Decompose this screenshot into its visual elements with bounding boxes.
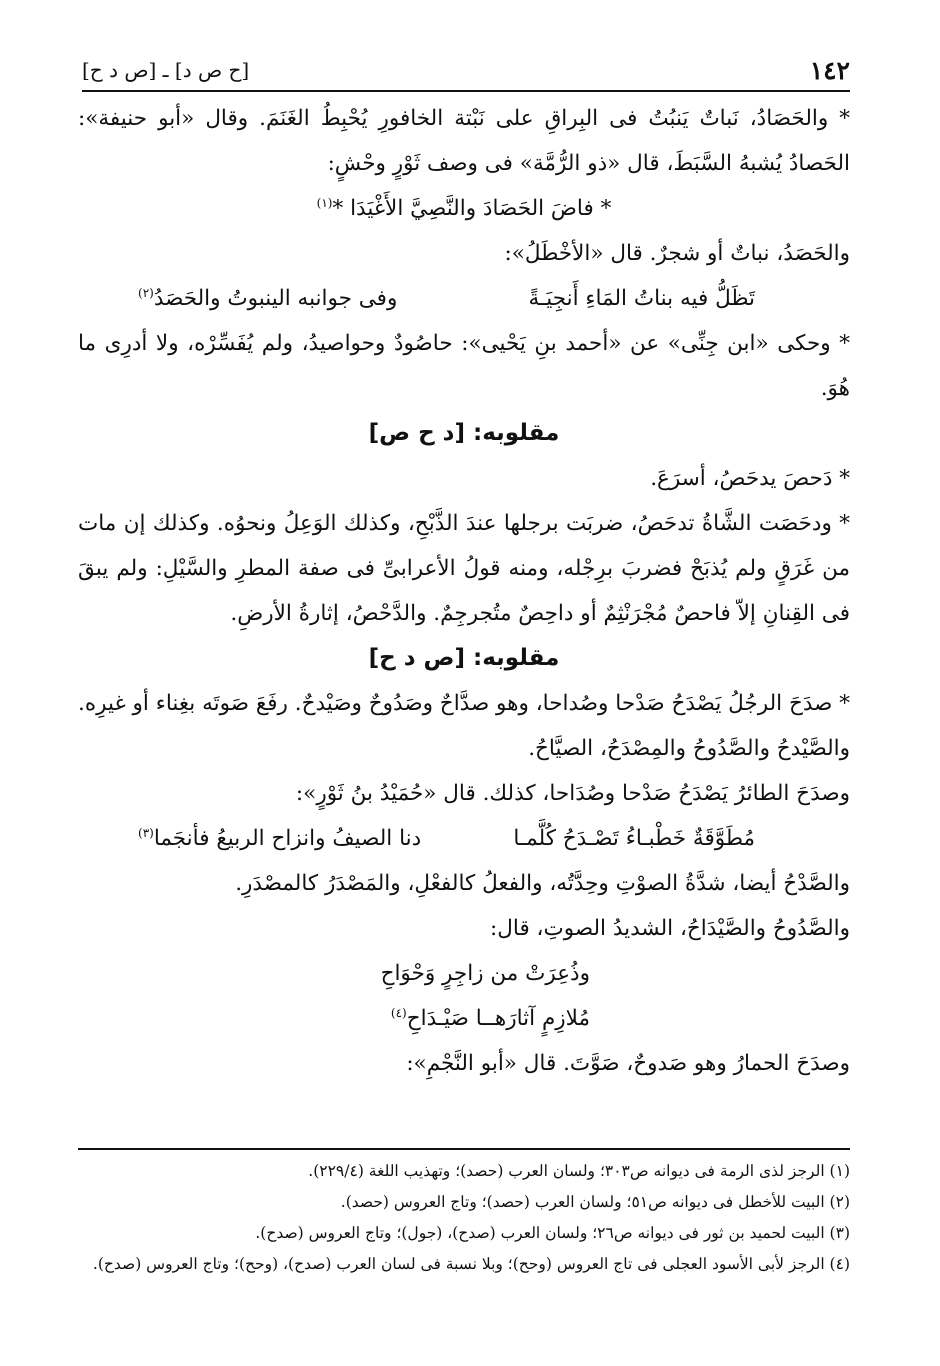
verse-text: * فاضَ الحَصَادَ والنَّصِيَّ الأَغْيَدَا * bbox=[332, 196, 612, 221]
footnote-ref: (١) bbox=[316, 195, 333, 210]
paragraph-sadh: والصَّدْحُ أيضا، شدَّةُ الصوْتِ وحِدَّتُه، والفعلُ كالفعْلِ، والمَصْدَرُ كالمصْدَرِ. bbox=[235, 871, 850, 896]
section-heading: مقلوبه: [ص د ح] bbox=[368, 645, 560, 671]
hemistich-left: دنا الصيفُ وانزاح الربيعُ فأنجَما bbox=[153, 826, 422, 851]
paragraph-sadaha: * صدَحَ الرجُلُ يَصْدَحُ صَدْحا وصُداحا، وهو صدَّاحٌ وصَدُوحٌ وصَيْدحٌ. رفَعَ صَوتَه بغِناء أو غيرِه. والصَّيْدحُ والصَّدُوحُ والمِصْدَحُ، الصيَّاحُ. bbox=[78, 691, 850, 761]
paragraph-saduh: والصَّدُوحُ والصَّيْدَاحُ، الشديدُ الصوتِ، قال: bbox=[490, 916, 850, 941]
verse-line: وذُعِرَتْ من زاجِرٍ وَحْوَاحِ bbox=[380, 961, 590, 986]
footnote-ref: (٣) bbox=[138, 825, 154, 840]
paragraph-donkey: وصدَحَ الحمارُ وهو صَدوحٌ، صَوَّتَ. قال «أبو النَّجْمِ»: bbox=[406, 1051, 850, 1076]
poetry-couplet bbox=[78, 816, 850, 861]
paragraph-dahasa: * دَحصَ يدحَصُ، أسرَعَ. bbox=[650, 466, 850, 491]
paragraph-dahasat: * ودحَصَت الشَّاةُ تدحَصُ، ضربَت برجلها عندَ الذَّبْحِ، وكذلك الوَعِلُ ونحوُه. وكذلك إن مات من غَرَقٍ ولم يُذبَحْ فضربَ برِجْله، ومنه قولُ الأعرابىِّ فى صفة المطرِ والسَّيْلِ: ولم يبقَ فى القِنانِ إلاّ فاحصٌ مُجْرَنْثِمٌ أو داحِصٌ متُجرجِمٌ. والدَّحْصُ، إثارةُ الأرضِ. bbox=[78, 511, 850, 626]
verse-line bbox=[78, 996, 850, 1041]
page-header bbox=[82, 50, 850, 92]
paragraph-hasad: * والحَصَادُ، نَباتٌ يَنبُتُ فى البِراقِ على نَبْتة الخافورِ يُحْبِطُ الغَنَمَ. وقال «أبو حنيفة»: الحَصادُ يُشبهُ السَّبَطَ، قال «ذو الرُّمَّة» فى وصف ثَوْرٍ وحْشٍ: bbox=[78, 106, 850, 176]
main-text bbox=[78, 96, 850, 1086]
footnote: (٢) البيت للأخطل فى ديوانه ص٥١؛ ولسان العرب (حصد)؛ وتاج العروس (حصد). bbox=[340, 1193, 850, 1211]
hemistich-right: تَظَلُّ فيه بناتُ المَاءِ أَنجِيَـةً bbox=[528, 286, 755, 311]
hemistich-right: مُطَوَّقَةٌ خَطْبـاءُ تَصْـدَحُ كُلَّمـا bbox=[513, 826, 755, 851]
verse-text: مُلازِمٍ آثارَهــا صَيْـدَاحِ bbox=[406, 1006, 590, 1031]
section-heading: مقلوبه: [د ح ص] bbox=[368, 420, 560, 446]
poetry-couplet bbox=[78, 276, 850, 321]
footnote: (٣) البيت لحميد بن ثور فى ديوانه ص٢٦؛ ولسان العرب (صدح)، (جول)؛ وتاج العروس (صدح). bbox=[255, 1224, 850, 1242]
running-head: [ح ص د] ـ [ص د ح] bbox=[82, 58, 250, 82]
hemistich-left-wrap bbox=[138, 276, 397, 321]
footnote: (٤) الرجز لأبى الأسود العجلى فى تاج العروس (وحح)؛ وبلا نسبة فى لسان العرب (صدح)، (وحح)؛ وتاج العروس (صدح). bbox=[92, 1255, 850, 1273]
footnote: (١) الرجز لذى الرمة فى ديوانه ص٣٠٣؛ ولسان العرب (حصد)؛ وتهذيب اللغة (٢٢٩/٤). bbox=[308, 1162, 850, 1180]
hemistich-left: وفى جوانبه الينبوتُ والحَصَدُ bbox=[153, 286, 398, 311]
paragraph-ibn-jinni: * وحكى «ابن جِنِّى» عن «أحمد بنِ يَحْيى»: حاصُودٌ وحواصيدُ، ولم يُفَسِّرْه، ولا أدرِى ما هُوَ. bbox=[78, 331, 850, 401]
verse-line bbox=[78, 186, 850, 231]
paragraph-sadaha-bird: وصدَحَ الطائرُ يَصْدَحُ صَدْحا وصُدَاحا، كذلك. قال «حُمَيْدُ بنُ ثَوْرٍ»: bbox=[295, 781, 850, 806]
page-number: ١٤٢ bbox=[809, 55, 850, 85]
footnote-ref: (٤) bbox=[390, 1005, 407, 1020]
paragraph-hasad-plant: والحَصَدُ، نباتٌ أو شجرٌ. قال «الأخْطَلُ»: bbox=[504, 241, 850, 266]
footnotes bbox=[78, 1148, 850, 1280]
footnote-ref: (٢) bbox=[138, 285, 154, 300]
hemistich-left-wrap bbox=[138, 816, 421, 861]
